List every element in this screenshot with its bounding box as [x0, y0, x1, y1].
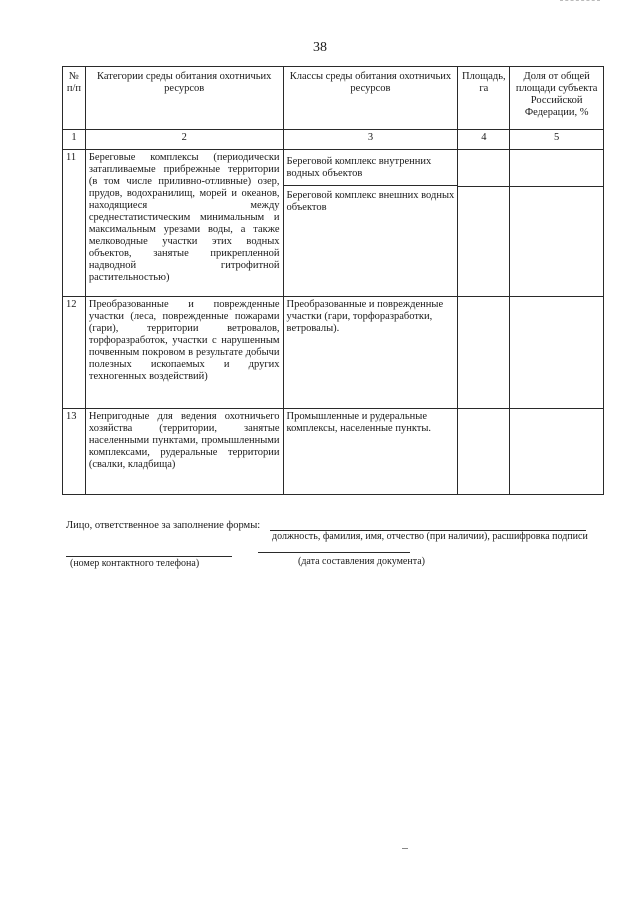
row-category: Непригодные для ведения охотничьего хозяйства (территории, занятые населенными пунктами, промышленными комплексами, рудеральные территории (свалки, кладбища) — [85, 409, 283, 495]
date-line[interactable] — [258, 552, 410, 553]
date-hint: (дата составления документа) — [298, 556, 425, 567]
area-value — [458, 297, 510, 409]
table-header-row — [63, 67, 604, 130]
column-number: 4 — [458, 130, 510, 150]
phone-hint: (номер контактного телефона) — [70, 558, 200, 569]
row-number: 11 — [63, 150, 86, 297]
header-category: Категории среды обитания охотничьих ресурсов — [85, 67, 283, 130]
table-row — [63, 409, 604, 495]
header-share: Доля от общей площади субъекта Российской Федерации, % — [510, 67, 604, 130]
header-num: № п/п — [63, 67, 86, 130]
page-number: 38 — [313, 40, 327, 55]
row-number: 13 — [63, 409, 86, 495]
row-category: Береговые комплексы (периодически затапливаемые прибрежные территории (в том числе приливно-отливные) озер, прудов, водохранилищ, морей и океанов, находящиеся между среднестатистическим минимальным и максимальным урезами воды, а также мелководные участки этих водных объектов, занятые прикрепленной надводной гитрофитной растительностью) — [85, 150, 283, 297]
row-area-cell — [458, 150, 510, 297]
share-value — [510, 409, 604, 495]
table-row — [63, 297, 604, 409]
area-value — [458, 150, 509, 187]
row-classes-cell — [283, 150, 458, 297]
row-number: 12 — [63, 297, 86, 409]
class-item: Береговой комплекс внутренних водных объектов — [284, 150, 458, 186]
phone-line[interactable] — [66, 556, 232, 557]
scan-edge-mark — [560, 0, 600, 1]
area-value — [458, 409, 510, 495]
class-item: Промышленные и рудеральные комплексы, населенные пункты. — [283, 409, 458, 495]
column-number: 1 — [63, 130, 86, 150]
class-item: Береговой комплекс внешних водных объектов — [286, 190, 455, 213]
responsible-hint: должность, фамилия, имя, отчество (при наличии), расшифровка подписи — [272, 531, 588, 542]
header-area: Площадь, га — [458, 67, 510, 130]
column-number: 5 — [510, 130, 604, 150]
table-row — [63, 150, 604, 297]
row-share-cell — [510, 150, 604, 297]
column-number-row — [63, 130, 604, 150]
row-category: Преобразованные и поврежденные участки (леса, поврежденные пожарами (гари), территории ветровалов, торфоразработок, участки с нарушенным почвенным покровом в результате добычи полезных ископаемых и других техногенных воздействий) — [85, 297, 283, 409]
habitat-table — [62, 66, 604, 495]
scan-speck — [402, 848, 408, 849]
column-number: 2 — [85, 130, 283, 150]
column-number: 3 — [283, 130, 458, 150]
share-value — [510, 150, 603, 187]
header-classes: Классы среды обитания охотничьих ресурсов — [283, 67, 458, 130]
share-value — [510, 297, 604, 409]
class-item: Преобразованные и поврежденные участки (гари, торфоразработки, ветровалы). — [283, 297, 458, 409]
responsible-label: Лицо, ответственное за заполнение формы: — [66, 520, 261, 531]
